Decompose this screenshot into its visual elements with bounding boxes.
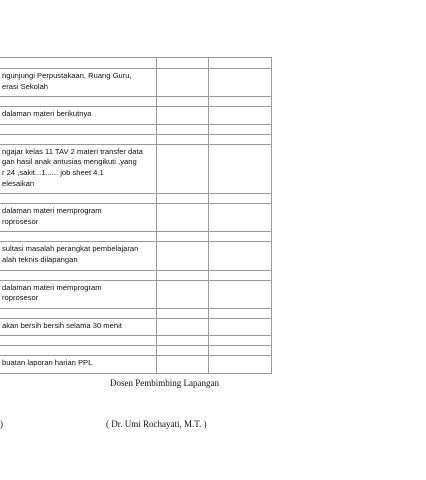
mid-cell: [157, 144, 209, 193]
right-cell: [209, 124, 272, 134]
activity-cell: [0, 97, 157, 107]
mid-cell: [157, 242, 209, 270]
log-row: [0, 280, 272, 308]
activity-line: dalaman materi memprogram: [2, 282, 102, 292]
mid-cell: [157, 97, 209, 107]
right-cell: [209, 144, 272, 193]
log-row: [0, 318, 272, 336]
activity-line: ngunjungi Perpustakaan, Ruang Guru,: [2, 71, 132, 80]
activity-line: akan bersih bersih selama 30 menit: [2, 320, 122, 330]
right-cell: [209, 280, 272, 308]
log-row: [0, 124, 272, 134]
mid-cell: [157, 346, 209, 356]
activity-line: alah teknis dilapangan: [2, 254, 78, 264]
activity-cell: [0, 124, 157, 134]
activity-cell: [0, 308, 157, 318]
mid-cell: [157, 270, 209, 280]
right-cell: [209, 346, 272, 356]
log-row: [0, 308, 272, 318]
activity-line: buatan laporan harian PPL: [2, 358, 93, 368]
activity-line: r 24 ,sakit...1...... job sheet 4.1: [2, 167, 104, 177]
log-row: [0, 242, 272, 270]
mid-cell: [157, 318, 209, 336]
log-row: [0, 232, 272, 242]
log-row: [0, 336, 272, 346]
activity-line: roprosesor: [2, 216, 39, 226]
right-cell: [209, 356, 272, 374]
right-cell: [209, 134, 272, 144]
log-row: [0, 69, 272, 97]
activity-cell: [0, 270, 157, 280]
log-row: [0, 204, 272, 232]
activity-line: gan hasil anak antusias mengikuti ,yang: [2, 157, 137, 167]
mid-cell: [157, 280, 209, 308]
activity-cell: [0, 134, 157, 144]
mid-cell: [157, 124, 209, 134]
activity-line: elesaikan: [2, 178, 35, 188]
activity-cell: [0, 204, 157, 232]
right-cell: [209, 69, 272, 97]
activity-cell: [0, 144, 157, 193]
activity-cell: [0, 107, 157, 125]
mid-cell: [157, 194, 209, 204]
activity-line: sultasi masalah perangkat pembelajaran: [2, 244, 139, 254]
log-row: [0, 134, 272, 144]
activity-line: erasi Sekolah: [2, 81, 49, 91]
activity-cell: [0, 318, 157, 336]
supervisor-name: ( Dr. Umi Rochayati, M.T. ): [106, 419, 207, 429]
activity-line: dalaman materi berikutnya: [2, 109, 92, 119]
right-cell: [209, 107, 272, 125]
supervisor-title: Dosen Pembimbing Lapangan: [110, 378, 219, 388]
log-row: [0, 107, 272, 125]
right-cell: [209, 194, 272, 204]
activity-cell: [0, 346, 157, 356]
log-row: [0, 270, 272, 280]
left-signature-paren: ): [0, 419, 3, 429]
right-cell: [209, 270, 272, 280]
activity-cell: [0, 69, 157, 97]
right-cell: [209, 242, 272, 270]
mid-cell: [157, 134, 209, 144]
right-cell: [209, 232, 272, 242]
log-row: [0, 194, 272, 204]
activity-log-table: [0, 57, 272, 374]
right-cell: [209, 58, 272, 69]
mid-cell: [157, 69, 209, 97]
log-row: [0, 97, 272, 107]
activity-log-body: [0, 58, 272, 374]
mid-cell: [157, 336, 209, 346]
mid-cell: [157, 204, 209, 232]
right-cell: [209, 336, 272, 346]
right-cell: [209, 97, 272, 107]
mid-cell: [157, 308, 209, 318]
log-row: [0, 144, 272, 193]
activity-cell: [0, 232, 157, 242]
activity-line: dalaman materi memprogram: [2, 206, 102, 216]
activity-cell: [0, 336, 157, 346]
activity-line: roprosesor: [2, 293, 39, 303]
activity-cell: [0, 242, 157, 270]
mid-cell: [157, 58, 209, 69]
log-row: [0, 356, 272, 374]
mid-cell: [157, 232, 209, 242]
activity-cell: [0, 58, 157, 69]
right-cell: [209, 318, 272, 336]
activity-cell: [0, 356, 157, 374]
right-cell: [209, 204, 272, 232]
activity-line: ngajar kelas 11 TAV 2 materi transfer data: [2, 146, 143, 156]
mid-cell: [157, 356, 209, 374]
right-cell: [209, 308, 272, 318]
activity-cell: [0, 280, 157, 308]
activity-cell: [0, 194, 157, 204]
mid-cell: [157, 107, 209, 125]
log-row: [0, 346, 272, 356]
log-row: [0, 58, 272, 69]
